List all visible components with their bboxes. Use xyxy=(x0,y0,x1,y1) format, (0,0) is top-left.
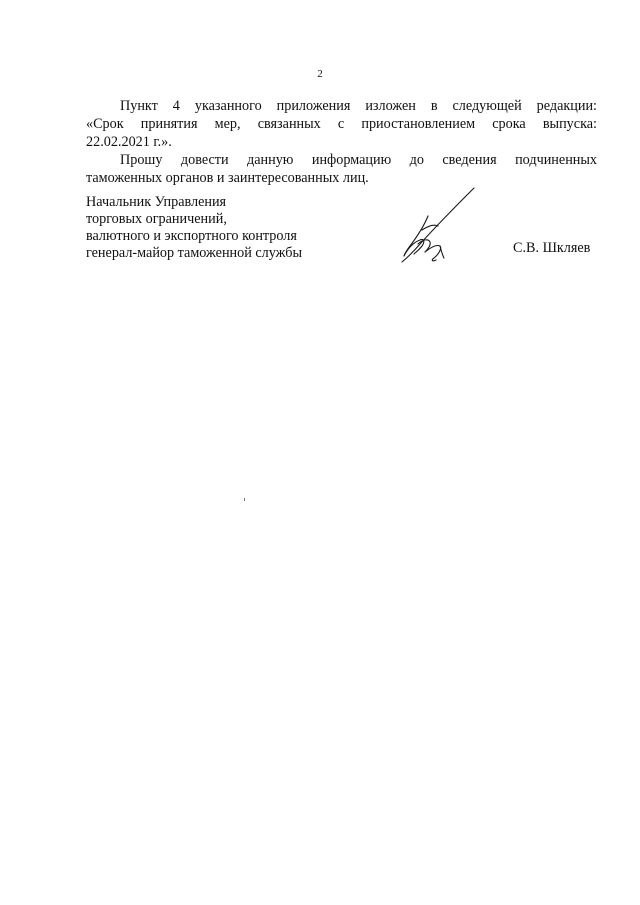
page-number: 2 xyxy=(317,68,323,80)
scan-artifact xyxy=(244,498,245,501)
signatory-title-line-4: генерал-майор таможенной службы xyxy=(86,245,303,261)
signatory-title-line-3: валютного и экспортного контроля xyxy=(86,228,297,244)
signatory-title-line-1: Начальник Управления xyxy=(86,194,227,210)
paragraph-2-line-1: Прошу довести данную информацию до сведения подчиненных xyxy=(120,152,597,168)
paragraph-1-line-2: «Срок принятия мер, связанных с приостановлением срока выпуска: xyxy=(86,116,597,132)
signatory-name: С.В. Шкляев xyxy=(513,240,591,256)
signatory-title-line-2: торговых ограничений, xyxy=(86,211,227,227)
letter-body xyxy=(86,97,597,187)
signatory-title xyxy=(86,194,302,262)
paragraph-1-line-3: 22.02.2021 г.». xyxy=(86,134,172,150)
paragraph-2-line-2: таможенных органов и заинтересованных лиц. xyxy=(86,170,369,186)
paragraph-1-line-1: Пункт 4 указанного приложения изложен в следующей редакции: xyxy=(120,98,597,114)
paragraph-item-4-revision xyxy=(86,97,597,151)
handwritten-signature-icon xyxy=(398,186,480,264)
paragraph-request xyxy=(86,151,597,187)
